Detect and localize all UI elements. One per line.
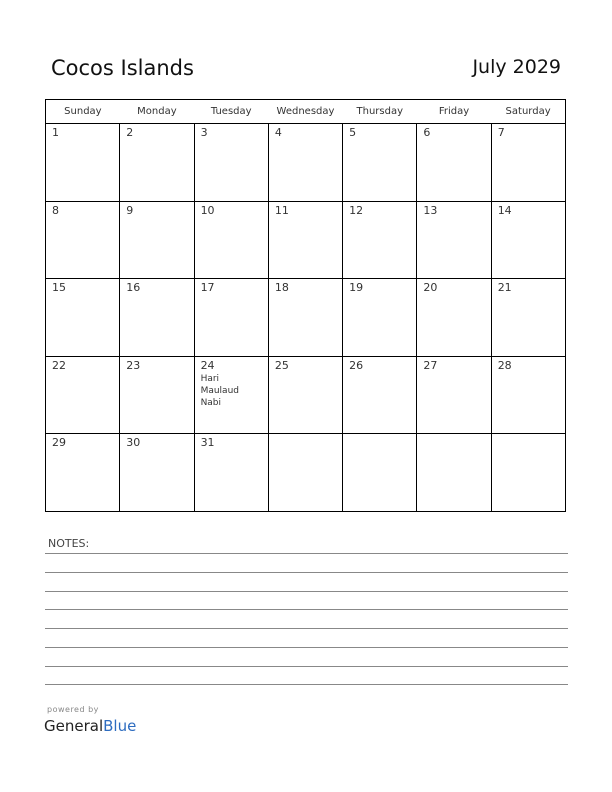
notes-line — [45, 666, 568, 667]
calendar-day-cell — [343, 279, 417, 357]
calendar-day-cell — [417, 356, 491, 434]
notes-line — [45, 572, 568, 573]
calendar-country-title: Cocos Islands — [51, 56, 194, 80]
weekday-tuesday: Tuesday — [194, 100, 268, 124]
generalblue-logo — [44, 717, 136, 735]
notes-line — [45, 591, 568, 592]
day-number: 28 — [497, 358, 512, 372]
calendar-day-cell — [194, 201, 268, 279]
calendar-day-cell — [417, 124, 491, 202]
notes-line — [45, 553, 568, 554]
calendar-week-row — [46, 124, 566, 202]
day-number: 17 — [200, 281, 215, 295]
calendar-day-cell — [491, 356, 565, 434]
weekday-wednesday: Wednesday — [268, 100, 342, 124]
day-number: 20 — [423, 281, 438, 295]
day-number: 26 — [349, 358, 364, 372]
powered-by-text: powered by — [47, 705, 99, 714]
holiday-label: Hari Maulaud Nabi — [200, 373, 239, 408]
calendar-day-cell — [120, 124, 194, 202]
notes-line — [45, 609, 568, 610]
notes-line — [45, 628, 568, 629]
calendar-day-cell — [194, 434, 268, 512]
calendar-day-cell — [491, 434, 565, 512]
calendar-day-cell — [417, 279, 491, 357]
day-number: 29 — [52, 436, 66, 450]
calendar-grid — [45, 99, 566, 512]
calendar-day-cell — [120, 434, 194, 512]
calendar-week-row — [46, 434, 566, 512]
weekday-saturday: Saturday — [491, 100, 565, 124]
day-number: 13 — [423, 203, 438, 217]
weekday-thursday: Thursday — [343, 100, 417, 124]
calendar-day-cell — [343, 434, 417, 512]
calendar-day-cell — [120, 279, 194, 357]
day-number: 21 — [497, 281, 512, 295]
day-number: 16 — [126, 281, 141, 295]
calendar-day-cell — [268, 356, 342, 434]
calendar-day-cell — [268, 279, 342, 357]
day-number: 22 — [52, 358, 66, 372]
day-number: 11 — [274, 203, 289, 217]
calendar-day-cell — [491, 279, 565, 357]
day-number: 4 — [274, 126, 282, 139]
day-number: 6 — [423, 126, 431, 139]
calendar-day-cell — [417, 434, 491, 512]
day-number: 25 — [274, 358, 289, 372]
calendar-day-cell — [46, 356, 120, 434]
day-number: 2 — [126, 126, 134, 139]
brand-blue: Blue — [103, 717, 137, 735]
day-number: 3 — [200, 126, 208, 139]
day-number: 14 — [497, 203, 512, 217]
calendar-month-year: July 2029 — [472, 56, 561, 78]
calendar-day-cell — [120, 201, 194, 279]
calendar-day-cell — [268, 434, 342, 512]
day-number: 27 — [423, 358, 438, 372]
calendar-day-cell — [268, 201, 342, 279]
day-number: 7 — [497, 126, 505, 139]
calendar-day-cell — [343, 356, 417, 434]
calendar-day-cell — [268, 124, 342, 202]
calendar-day-cell — [46, 279, 120, 357]
day-number: 19 — [349, 281, 364, 295]
day-number: 31 — [200, 436, 215, 450]
day-number: 1 — [52, 126, 59, 139]
weekday-monday: Monday — [120, 100, 194, 124]
calendar-day-cell — [46, 434, 120, 512]
calendar-day-cell — [46, 124, 120, 202]
weekday-friday: Friday — [417, 100, 491, 124]
calendar-day-cell — [194, 124, 268, 202]
day-number: 23 — [126, 358, 141, 372]
day-number: 15 — [52, 281, 66, 295]
calendar-day-cell — [194, 356, 268, 434]
calendar-day-cell — [343, 201, 417, 279]
calendar-week-row — [46, 201, 566, 279]
day-number: 8 — [52, 203, 59, 217]
day-number: 30 — [126, 436, 141, 450]
calendar-day-cell — [46, 201, 120, 279]
calendar-day-cell — [491, 201, 565, 279]
day-number: 12 — [349, 203, 364, 217]
calendar-day-cell — [491, 124, 565, 202]
calendar-day-cell — [417, 201, 491, 279]
calendar-day-cell — [343, 124, 417, 202]
day-number: 18 — [274, 281, 289, 295]
notes-line — [45, 647, 568, 648]
calendar-week-row — [46, 279, 566, 357]
calendar-day-cell — [194, 279, 268, 357]
day-number: 5 — [349, 126, 357, 139]
day-number: 10 — [200, 203, 215, 217]
notes-label: NOTES: — [48, 537, 90, 550]
calendar-week-row — [46, 356, 566, 434]
day-number: 9 — [126, 203, 134, 217]
brand-general: General — [44, 717, 104, 735]
day-number: 24 — [200, 358, 215, 372]
weekday-sunday: Sunday — [46, 100, 120, 124]
weekday-header-row — [46, 100, 566, 124]
notes-line — [45, 684, 568, 685]
calendar-day-cell — [120, 356, 194, 434]
